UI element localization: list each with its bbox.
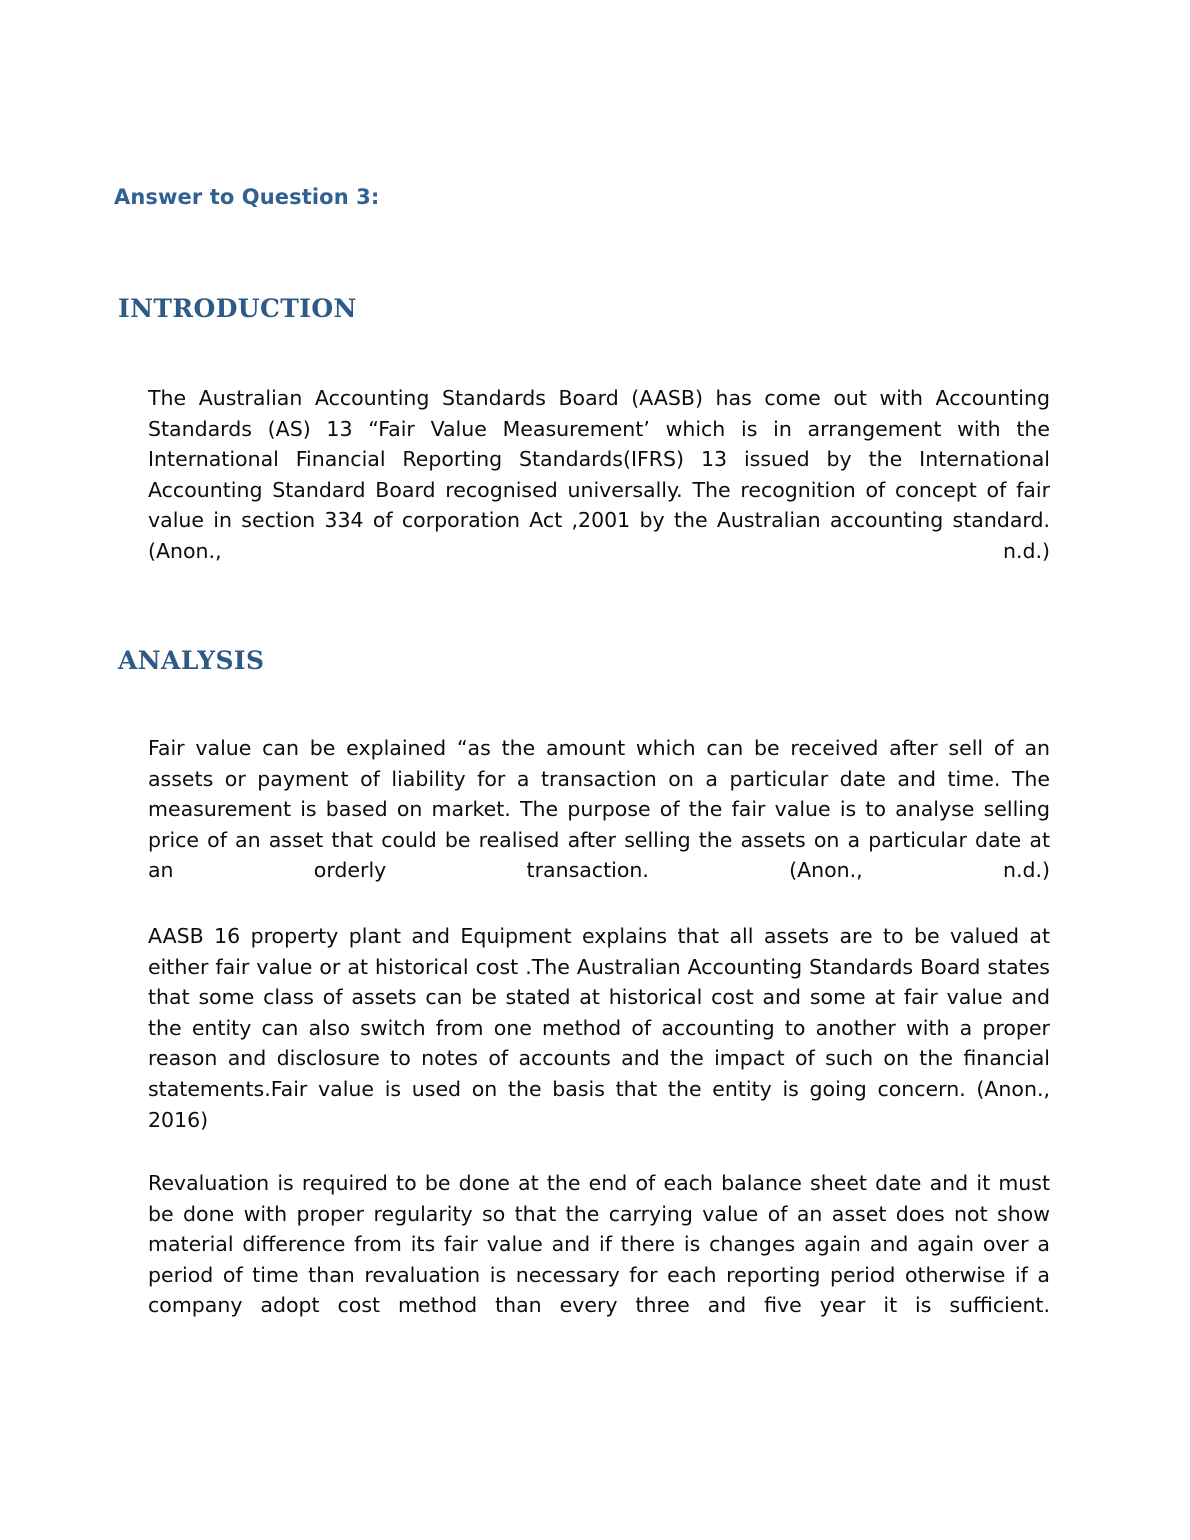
- section-heading-introduction: INTRODUCTION: [118, 294, 357, 323]
- page-title: Answer to Question 3:: [114, 185, 380, 209]
- paragraph-analysis-3: Revaluation is required to be done at the end of each balance sheet date and it must be done with proper regularity so that the carrying value of an asset does not show material difference from its fair value and if there is changes again and again over a period of time than revaluation is necessary for each reporting period otherwise if a company adopt cost method than every three and five year it is sufficient.: [148, 1171, 1050, 1318]
- paragraph-analysis-2: AASB 16 property plant and Equipment explains that all assets are to be valued at either fair value or at historical cost .The Australian Accounting Standards Board states that some class of assets can be stated at historical cost and some at fair value and the entity can also switch from one method of accounting to another with a proper reason and disclosure to notes of accounts and the impact of such on the financial statements.Fair value is used on the basis that the entity is going concern. (Anon., 2016): [148, 924, 1050, 1132]
- paragraph-introduction-1: The Australian Accounting Standards Board (AASB) has come out with Accounting Standards (AS) 13 “Fair Value Measurement’ which is in arrangement with the International Financial Reporting Standards(IFRS) 13 issued by the International Accounting Standard Board recognised universally. The recognition of concept of fair value in section 334 of corporation Act ,2001 by the Australian accounting standard. (Anon., n.d.): [148, 386, 1050, 563]
- section-heading-analysis: ANALYSIS: [118, 646, 265, 675]
- paragraph-analysis-1: Fair value can be explained “as the amount which can be received after sell of an assets or payment of liability for a transaction on a particular date and time. The measurement is based on market. The purpose of the fair value is to analyse selling price of an asset that could be realised after selling the assets on a particular date at an orderly transaction. (Anon., n.d.): [148, 736, 1050, 883]
